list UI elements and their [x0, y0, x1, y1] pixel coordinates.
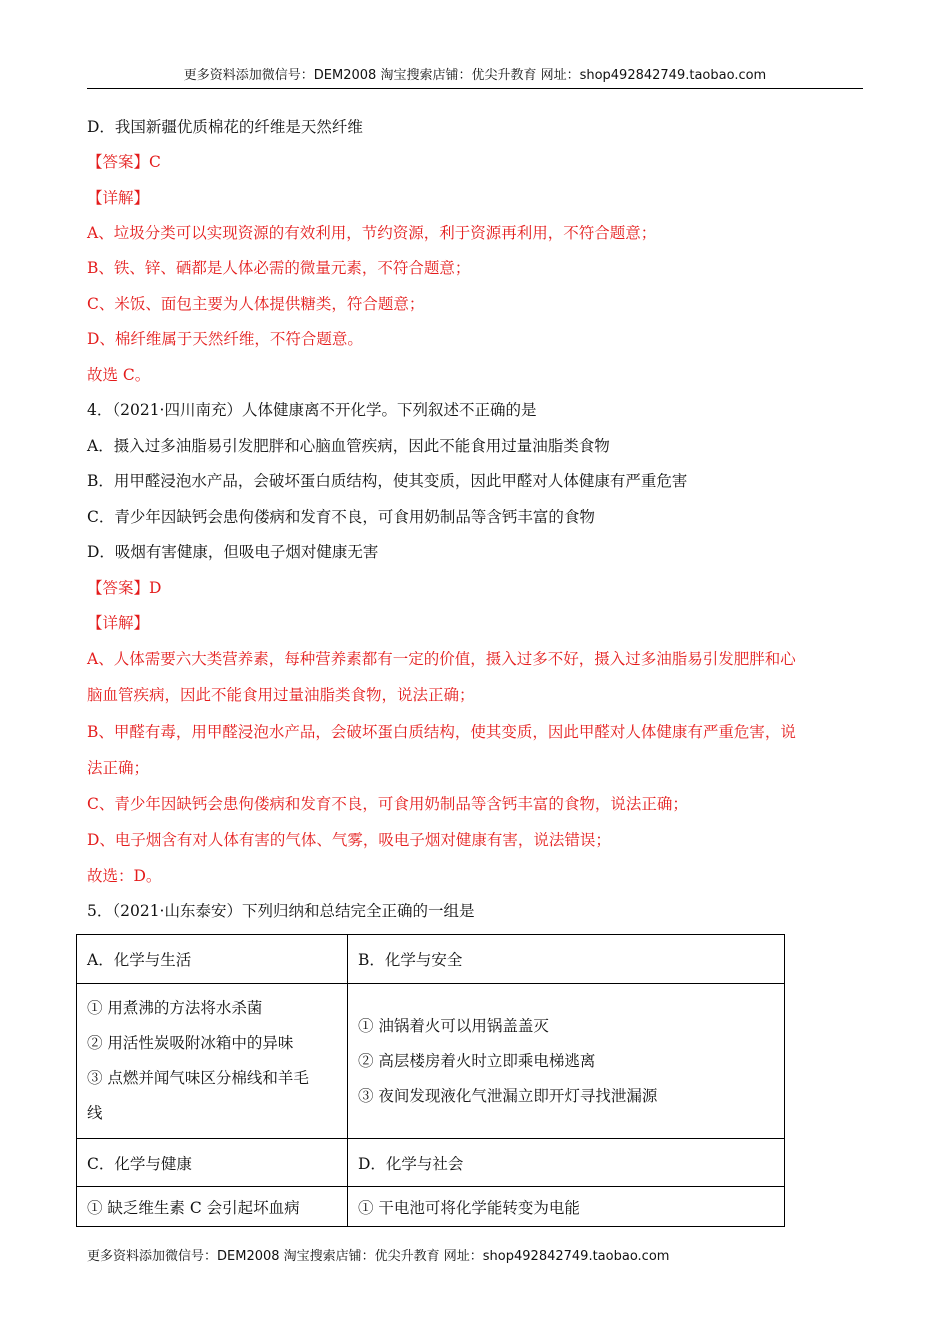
q5-d-title: D．化学与社会: [348, 1139, 785, 1187]
q4-detail-a-line1: A、人体需要六大类营养素，每种营养素都有一定的价值，摄入过多不好，摄入过多油脂易引发肥胖和心: [87, 650, 796, 668]
q5-a-title: A．化学与生活: [77, 935, 348, 984]
q4-detail-b-line2: 法正确；: [87, 759, 150, 777]
q4-answer-label: 【答案】: [87, 579, 150, 597]
q4-option-b: B．用甲醛浸泡水产品，会破坏蛋白质结构，使其变质，因此甲醛对人体健康有严重危害: [87, 472, 688, 490]
q4-stem: 4．（2021·四川南充）人体健康离不开化学。下列叙述不正确的是: [87, 401, 537, 419]
q3-detail-a: A、垃圾分类可以实现资源的有效利用，节约资源，利于资源再利用，不符合题意；: [87, 224, 657, 242]
q3-option-d: D．我国新疆优质棉花的纤维是天然纤维: [87, 118, 363, 136]
q5-options-table: [76, 934, 785, 1227]
q4-conclusion: 故选：D。: [87, 867, 162, 885]
q5-b-item-2: ② 高层楼房着火时立即乘电梯逃离: [358, 1051, 596, 1070]
q5-a-item-3-cont: 线: [87, 1104, 103, 1122]
q4-option-a: A．摄入过多油脂易引发肥胖和心脑血管疾病，因此不能食用过量油脂类食物: [87, 437, 610, 455]
q4-detail-c: C、青少年因缺钙会患佝偻病和发育不良，可食用奶制品等含钙丰富的食物，说法正确；: [87, 795, 688, 813]
q4-detail-a-line2: 脑血管疾病，因此不能食用过量油脂类食物，说法正确；: [87, 686, 475, 704]
q5-a-item-3: ③ 点燃并闻气味区分棉线和羊毛: [87, 1069, 309, 1087]
q5-stem: 5．（2021·山东泰安）下列归纳和总结完全正确的一组是: [87, 902, 475, 920]
page-footer: 更多资料添加微信号：DEM2008 淘宝搜索店铺：优尖升教育 网址：shop492842749.taobao.com: [87, 1249, 670, 1264]
q3-answer-value: C: [149, 153, 161, 171]
q3-detail-b: B、铁、锌、硒都是人体必需的微量元素，不符合题意；: [87, 259, 471, 277]
q5-b-item-3: ③ 夜间发现液化气泄漏立即开灯寻找泄漏源: [358, 1086, 658, 1105]
q3-answer: [87, 151, 867, 173]
q5-b-item-1: ① 油锅着火可以用锅盖盖灭: [358, 1016, 549, 1035]
q4-answer-value: D: [149, 579, 162, 597]
q3-answer-label: 【答案】: [87, 153, 150, 171]
q5-a-item-1: ① 用煮沸的方法将水杀菌: [87, 999, 263, 1017]
q4-option-c: C．青少年因缺钙会患佝偻病和发育不良，可食用奶制品等含钙丰富的食物: [87, 508, 595, 526]
q5-b-items: [348, 984, 785, 1139]
q4-detail-b-line1: B、甲醛有毒，用甲醛浸泡水产品，会破坏蛋白质结构，使其变质，因此甲醛对人体健康有严重危害，说: [87, 723, 796, 741]
q5-b-title: B．化学与安全: [348, 935, 785, 984]
q3-detail-c: C、米饭、面包主要为人体提供糖类，符合题意；: [87, 295, 425, 313]
q5-a-items: [77, 984, 348, 1139]
q4-detail-label: 【详解】: [87, 614, 150, 632]
page-header: 更多资料添加微信号：DEM2008 淘宝搜索店铺：优尖升教育 网址：shop492842749.taobao.com: [87, 66, 863, 89]
q3-detail-label: 【详解】: [87, 189, 150, 207]
q5-c-item-1: ① 缺乏维生素 C 会引起坏血病: [77, 1187, 348, 1227]
q3-conclusion: 故选 C。: [87, 366, 151, 384]
q3-detail-d: D、棉纤维属于天然纤维，不符合题意。: [87, 330, 363, 348]
q5-d-item-1: ① 干电池可将化学能转变为电能: [348, 1187, 785, 1227]
q4-option-d: D．吸烟有害健康，但吸电子烟对健康无害: [87, 543, 379, 561]
q5-c-title: C．化学与健康: [77, 1139, 348, 1187]
q5-a-item-2: ② 用活性炭吸附冰箱中的异味: [87, 1034, 294, 1052]
q4-detail-d: D、电子烟含有对人体有害的气体、气雾，吸电子烟对健康有害，说法错误；: [87, 831, 611, 849]
q4-answer: [87, 577, 867, 599]
